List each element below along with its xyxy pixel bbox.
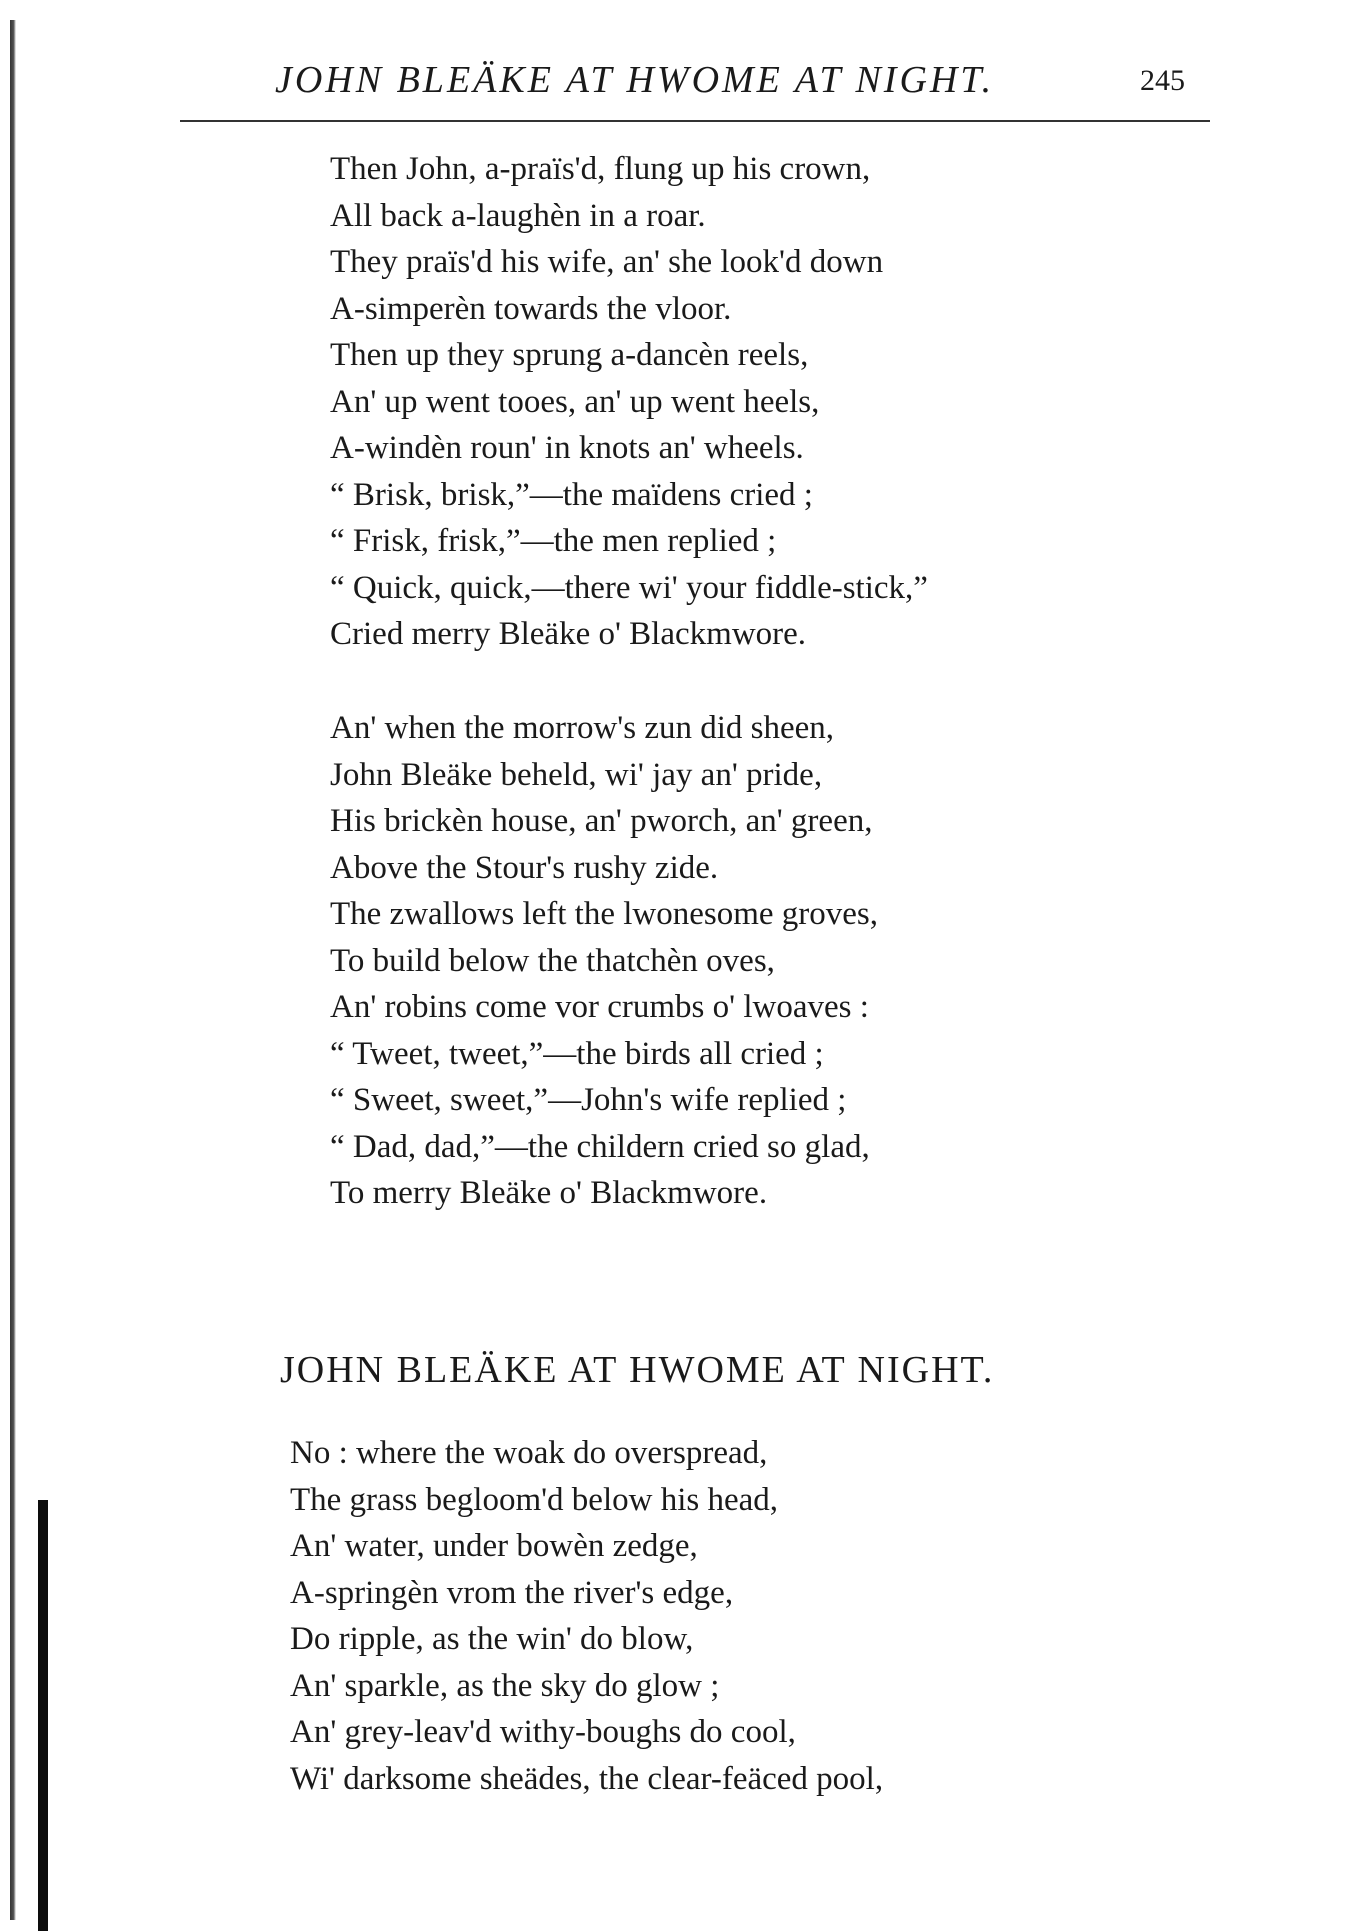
verse-line: All back a-laughèn in a roar.: [330, 197, 706, 234]
binding-edge-shadow-lower: [38, 1500, 48, 1931]
verse-line: They praïs'd his wife, an' she look'd down: [330, 244, 884, 280]
verse-line: “ Dad, dad,”—the childern cried so glad,: [330, 1128, 870, 1165]
verse-line: A-windèn roun' in knots an' wheels.: [330, 430, 804, 466]
verse-line: “ Tweet, tweet,”—the birds all cried ;: [330, 1035, 824, 1072]
stanza-2: [330, 705, 878, 1217]
header-rule: [180, 120, 1210, 122]
verse-line: An' sparkle, as the sky do glow ;: [290, 1667, 720, 1704]
stanza-3: [290, 1430, 883, 1802]
running-head-title: JOHN BLEÄKE AT HWOME AT NIGHT.: [275, 59, 995, 101]
verse-line: John Bleäke beheld, wi' jay an' pride,: [330, 756, 823, 793]
verse-line: The zwallows left the lwonesome groves,: [330, 896, 879, 932]
verse-line: To build below the thatchèn oves,: [330, 942, 775, 979]
verse-line: Then John, a-praïs'd, flung up his crown,: [330, 151, 871, 187]
verse-line: “ Quick, quick,—there wi' your fiddle-stick,”: [330, 569, 928, 606]
verse-line: An' water, under bowèn zedge,: [290, 1528, 698, 1564]
verse-line: “ Frisk, frisk,”—the men replied ;: [330, 523, 777, 559]
verse-line: An' robins come vor crumbs o' lwoaves :: [330, 989, 869, 1025]
binding-edge-shadow: [10, 20, 16, 1920]
verse-line: An' when the morrow's zun did sheen,: [330, 710, 835, 746]
page-number: 245: [1140, 64, 1185, 97]
stanza-1: [330, 146, 928, 658]
verse-line: “ Sweet, sweet,”—John's wife replied ;: [330, 1082, 847, 1118]
verse-line: Then up they sprung a-dancèn reels,: [330, 337, 809, 373]
verse-line: Above the Stour's rushy zide.: [330, 849, 719, 886]
verse-line: A-simperèn towards the vloor.: [330, 290, 732, 327]
verse-line: “ Brisk, brisk,”—the maïdens cried ;: [330, 476, 813, 513]
verse-line: His brickèn house, an' pworch, an' green,: [330, 803, 873, 839]
verse-line: To merry Bleäke o' Blackmwore.: [330, 1175, 768, 1211]
verse-line: An' up went tooes, an' up went heels,: [330, 383, 820, 420]
verse-line: Do ripple, as the win' do blow,: [290, 1621, 694, 1657]
verse-line: An' grey-leav'd withy-boughs do cool,: [290, 1714, 796, 1750]
verse-line: Wi' darksome sheädes, the clear-feäced pool,: [290, 1760, 884, 1797]
verse-line: A-springèn vrom the river's edge,: [290, 1574, 734, 1611]
verse-line: No : where the woak do overspread,: [290, 1435, 768, 1471]
running-head: [180, 58, 1205, 110]
verse-line: The grass begloom'd below his head,: [290, 1481, 779, 1518]
verse-line: Cried merry Bleäke o' Blackmwore.: [330, 616, 807, 652]
poem-title: JOHN BLEÄKE AT HWOME AT NIGHT.: [280, 1349, 995, 1391]
